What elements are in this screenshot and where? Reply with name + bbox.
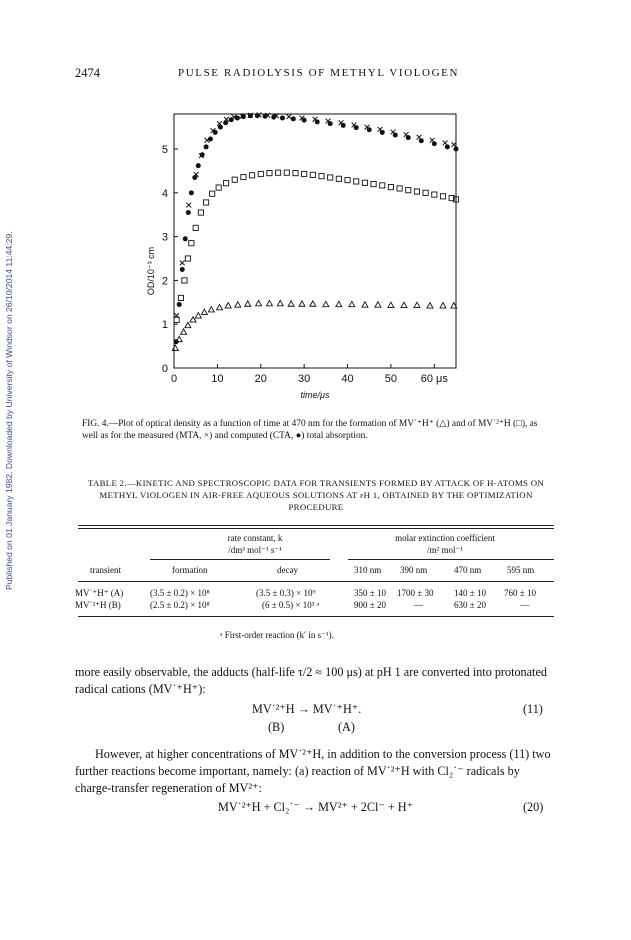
triangle-point <box>427 303 433 308</box>
square-point <box>414 189 419 194</box>
triangle-point <box>266 300 272 305</box>
col-header-transient: transient <box>90 565 121 575</box>
square-point <box>354 179 359 184</box>
dot-point <box>341 123 346 128</box>
triangle-point <box>256 300 262 305</box>
table-footnote: ᵃ First-order reaction (k′ in s⁻¹). <box>220 630 334 640</box>
od-time-chart <box>130 100 490 400</box>
dot-point <box>241 114 246 119</box>
y-tick-label: 4 <box>161 187 168 200</box>
dot-point <box>454 147 459 152</box>
dot-point <box>367 127 372 132</box>
dot-point <box>177 302 182 307</box>
table-top-rule <box>78 525 554 526</box>
row-b-formation: (2.5 ± 0.2) × 10⁸ <box>150 600 210 610</box>
dot-point <box>192 175 197 180</box>
col-header-decay: decay <box>277 565 298 575</box>
x-tick-label: 30 <box>298 373 311 385</box>
dot-point <box>280 115 285 120</box>
equation-11-label-b: (B) <box>268 720 285 734</box>
col-header-390nm: 390 nm <box>400 565 428 575</box>
dot-point <box>419 138 424 143</box>
square-point <box>210 191 215 196</box>
square-point <box>178 295 183 300</box>
dot-point <box>328 121 333 126</box>
square-point <box>423 190 428 195</box>
table-title: TABLE 2.—KINETIC AND SPECTROSCOPIC DATA FOR TRANSIENTS FORMED BY ATTACK OF H-ATOMS ON METHYL VIOLOGEN IN AIR-FREE AQUEOUS SOLUTIONS AT pH 1, OBTAINED BY THE OPTIMIZATION PROCEDURE <box>87 478 545 512</box>
equation-11-number: (11) <box>523 702 543 716</box>
row-a-310nm: 350 ± 10 <box>354 588 386 598</box>
row-a-decay: (3.5 ± 0.3) × 10⁹ <box>256 588 316 598</box>
square-point <box>371 181 376 186</box>
square-point <box>182 278 187 283</box>
triangle-point <box>195 313 201 318</box>
dot-point <box>213 130 218 135</box>
dot-point <box>204 144 209 149</box>
square-point <box>397 186 402 191</box>
col-header-595nm: 595 nm <box>507 565 535 575</box>
table-top-rule-2 <box>78 528 554 529</box>
square-point <box>336 176 341 181</box>
square-point <box>432 192 437 197</box>
dot-point <box>248 113 253 118</box>
triangle-point <box>349 301 355 306</box>
dot-point <box>406 135 411 140</box>
triangle-point <box>208 307 214 312</box>
x-tick-label: 50 <box>384 373 398 385</box>
square-point <box>440 194 445 199</box>
row-a-formation: (3.5 ± 0.2) × 10⁸ <box>150 588 210 598</box>
square-point <box>232 177 237 182</box>
square-point <box>241 174 246 179</box>
dot-point <box>432 141 437 146</box>
row-b-390nm: — <box>414 600 423 610</box>
dot-point <box>180 267 185 272</box>
dot-point <box>393 133 398 138</box>
dot-point <box>255 113 260 118</box>
dot-point <box>186 210 191 215</box>
equation-20-number: (20) <box>523 800 544 814</box>
triangle-point <box>181 329 187 334</box>
x-tick-label: 10 <box>211 373 224 385</box>
cross-point <box>287 114 292 119</box>
square-point <box>380 183 385 188</box>
square-point <box>249 173 254 178</box>
square-point <box>310 172 315 177</box>
paragraph-2: However, at higher concentrations of MV˙²⁺H, in addition to the conversion process (11) two further reactions become important, namely: (a) reaction of MV˙²⁺H with Cl₂˙⁻ radicals by charge-transfer regeneration of MV²⁺: <box>75 747 551 795</box>
y-tick-label: 2 <box>161 275 168 288</box>
cross-point <box>186 203 191 208</box>
x-tick-label: 20 <box>254 373 267 385</box>
square-point <box>319 174 324 179</box>
table-header-rule <box>78 581 554 582</box>
equation-11-label-a: (A) <box>338 720 355 734</box>
row-a-595nm: 760 ± 10 <box>504 588 536 598</box>
y-tick-label: 0 <box>161 363 168 375</box>
square-point <box>345 178 350 183</box>
y-tick-label: 3 <box>161 231 168 244</box>
square-point <box>267 171 272 176</box>
figure-caption: FIG. 4.—Plot of optical density as a function of time at 470 nm for the formation of MV˙⁺H⁺ (△) and of MV˙²⁺H (□), as well as for the measured (MTA, ×) and computed (CTA, ●) total absorption. <box>82 419 538 441</box>
triangle-point <box>288 301 294 306</box>
equation-20: MV˙²⁺H + Cl₂˙⁻ → MV²⁺ + 2Cl⁻ + H⁺ <box>218 800 414 814</box>
square-point <box>223 181 228 186</box>
rate-group-rule <box>150 559 330 560</box>
triangle-point <box>201 309 207 314</box>
square-point <box>204 200 209 205</box>
square-point <box>406 188 411 193</box>
square-point <box>302 171 307 176</box>
dot-point <box>223 120 228 125</box>
dot-point <box>235 115 240 120</box>
dot-point <box>354 125 359 130</box>
dot-point <box>218 125 223 130</box>
dot-point <box>208 136 213 141</box>
triangle-point <box>375 302 381 307</box>
triangle-point <box>235 302 241 307</box>
square-point <box>216 185 221 190</box>
triangle-point <box>217 304 223 309</box>
triangle-point <box>414 302 420 307</box>
dot-point <box>445 144 450 149</box>
x-axis-label: time/μs <box>300 390 330 400</box>
running-head: PULSE RADIOLYSIS OF METHYL VIOLOGEN <box>178 67 460 79</box>
table-bottom-rule <box>78 616 554 617</box>
triangle-point <box>277 300 283 305</box>
extinction-group-rule <box>348 559 554 560</box>
triangle-point <box>299 301 305 306</box>
dot-point <box>315 119 320 124</box>
equation-11: MV˙²⁺H → MV˙⁺H⁺. <box>252 702 362 716</box>
y-axis-label: OD/10⁻³ cm <box>146 246 156 296</box>
dot-point <box>380 130 385 135</box>
plot-frame <box>174 114 456 368</box>
triangle-point <box>440 303 446 308</box>
dot-point <box>196 163 201 168</box>
triangle-point <box>401 302 407 307</box>
square-point <box>185 256 190 261</box>
row-a-transient: MV˙⁺H⁺ (A) <box>75 588 124 598</box>
square-point <box>293 171 298 176</box>
x-tick-label: 40 <box>341 373 354 385</box>
row-a-470nm: 140 ± 10 <box>454 588 486 598</box>
dot-point <box>174 339 179 344</box>
y-tick-label: 5 <box>161 144 168 157</box>
row-b-transient: MV˙²⁺H (B) <box>75 600 121 610</box>
row-b-595nm: — <box>520 600 529 610</box>
col-header-310nm: 310 nm <box>354 565 382 575</box>
square-point <box>276 170 281 175</box>
dot-point <box>291 116 296 121</box>
rate-constant-unit: /dm³ mol⁻¹ s⁻¹ <box>228 545 282 555</box>
extinction-header: molar extinction coefficient <box>395 533 495 543</box>
square-point <box>174 317 179 322</box>
square-point <box>388 185 393 190</box>
triangle-point <box>245 301 251 306</box>
triangle-point <box>225 303 231 308</box>
triangle-point <box>362 302 368 307</box>
paragraph-1: more easily observable, the adducts (half-life τ/2 ≈ 100 μs) at pH 1 are converted into protonated radical cations (MV˙⁺H⁺): <box>75 665 547 696</box>
triangle-point <box>185 322 191 327</box>
y-tick-label: 1 <box>161 319 168 332</box>
square-point <box>362 180 367 185</box>
square-point <box>198 210 203 215</box>
dot-point <box>183 236 188 241</box>
square-point <box>189 241 194 246</box>
row-b-decay: (6 ± 0.5) × 10³ ᵃ <box>262 600 320 610</box>
row-b-310nm: 900 ± 20 <box>354 600 386 610</box>
square-point <box>284 170 289 175</box>
dot-point <box>302 118 307 123</box>
x-tick-label: 60 μs <box>420 373 448 385</box>
square-point <box>193 225 198 230</box>
triangle-point <box>323 301 329 306</box>
publication-sidebar-text: Published on 01 January 1982. Downloaded by University of Windsor on 26/10/2014 11:44:29. <box>4 231 14 590</box>
square-point <box>258 171 263 176</box>
col-header-formation: formation <box>172 565 208 575</box>
square-point <box>328 175 333 180</box>
rate-constant-header: rate constant, k <box>227 533 283 543</box>
dot-point <box>263 114 268 119</box>
triangle-point <box>336 301 342 306</box>
page-number: 2474 <box>75 66 100 80</box>
dot-point <box>271 115 276 120</box>
dot-point <box>229 117 234 122</box>
triangle-point <box>388 302 394 307</box>
row-a-390nm: 1700 ± 30 <box>397 588 434 598</box>
triangle-point <box>310 301 316 306</box>
triangle-point <box>172 345 178 350</box>
dot-point <box>200 152 205 157</box>
dot-point <box>189 190 194 195</box>
extinction-unit: /m² mol⁻¹ <box>427 545 463 555</box>
x-tick-label: 0 <box>170 373 178 385</box>
row-b-470nm: 630 ± 20 <box>454 600 486 610</box>
cross-point <box>180 260 185 265</box>
col-header-470nm: 470 nm <box>454 565 482 575</box>
